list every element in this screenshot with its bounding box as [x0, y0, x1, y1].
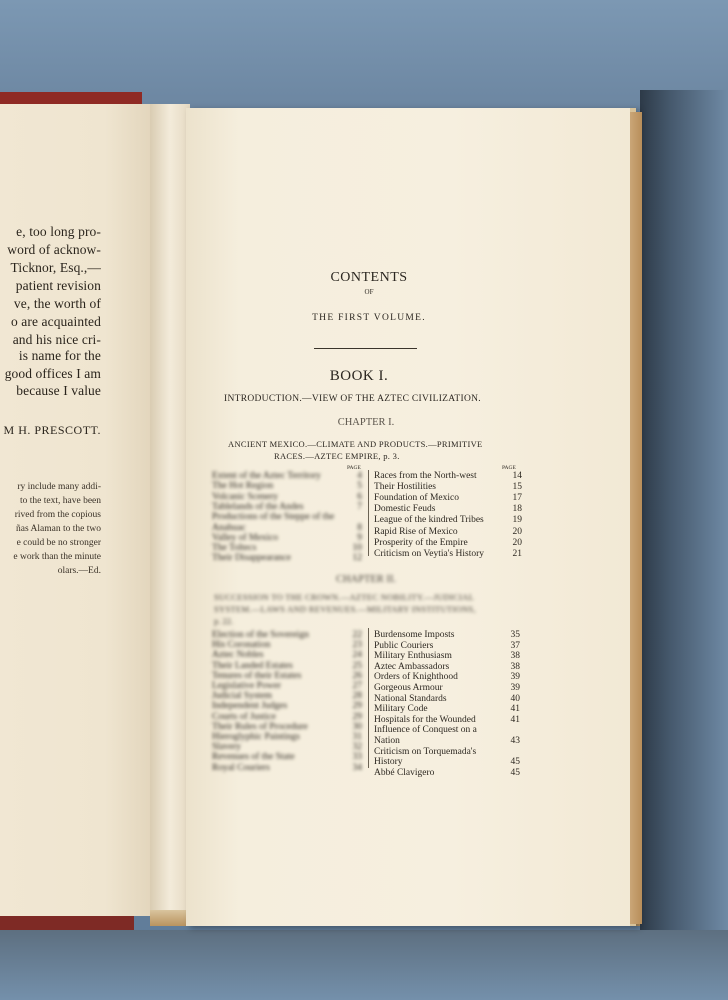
toc-entry-title: Orders of Knighthood: [374, 672, 458, 683]
toc-entry-page: 34: [352, 762, 362, 773]
toc-entry-title: Public Couriers: [374, 640, 434, 651]
toc-entry-title: Criticism on Veytia's History: [374, 548, 484, 559]
toc-entry-page: 20: [512, 526, 522, 537]
toc-entry-title: Slavery: [212, 742, 242, 753]
toc-entry-page: 39: [510, 683, 520, 693]
background-shadow: [640, 90, 728, 1000]
footnote-line: ry include many addi-: [17, 482, 101, 492]
toc-entry: [212, 701, 362, 711]
column-divider: [368, 628, 369, 768]
toc-entry-page: 23: [352, 640, 362, 651]
toc-entry-page: 25: [352, 660, 362, 671]
toc-entry-page: 9: [357, 532, 362, 543]
toc-entry: [374, 630, 520, 640]
toc-entry-title: Their Hostilities: [374, 482, 437, 493]
background-bottom: [0, 930, 728, 1000]
toc-entry: [212, 492, 362, 502]
chapter-2-desc: p. 22.: [214, 616, 234, 626]
toc-entry-title: Legislative Power: [212, 681, 281, 691]
left-page-line: e, too long pro-: [16, 224, 101, 239]
toc-entry: [212, 543, 362, 553]
left-page-line: ve, the worth of: [13, 296, 101, 311]
toc-entry-title: Independent Judges: [212, 701, 288, 712]
toc-entry-page: 6: [357, 491, 362, 502]
toc-entry-title: Aztec Ambassadors: [374, 661, 450, 672]
toc-entry: [212, 523, 362, 533]
toc-entry-page: 26: [352, 670, 362, 681]
toc-entry-title: The Toltecs: [212, 543, 257, 554]
toc-entry-page: 30: [352, 721, 362, 732]
contents-subtitle: THE FIRST VOLUME.: [312, 313, 426, 323]
contents-title: CONTENTS: [330, 270, 408, 285]
toc-entry-title: Hieroglyphic Paintings: [212, 732, 300, 742]
left-page-line: o are acquainted: [10, 314, 101, 329]
toc-entry-title: Criticism on Torquemada's: [374, 746, 477, 757]
toc-entry: [374, 694, 520, 704]
left-page-line: because I value: [16, 383, 101, 398]
left-page-line: good offices I am: [4, 366, 101, 381]
footnote-line: to the text, have been: [20, 496, 101, 506]
toc-entry-title: Nation: [374, 736, 400, 746]
toc-entry-title: National Standards: [374, 693, 447, 704]
toc-entry-page: 29: [352, 701, 362, 712]
toc-entry-title: Abbé Clavigero: [374, 767, 435, 778]
toc-entry: [374, 704, 520, 714]
left-page-line: patient revision: [15, 278, 101, 293]
author-signature: M H. PRESCOTT.: [3, 423, 101, 437]
toc-entry-title: Extent of the Aztec Territory: [212, 471, 321, 481]
toc-entry-title: Their Landed Estates: [212, 660, 293, 671]
toc-entry: [374, 641, 520, 651]
toc-entry-title: Courts of Justice: [212, 711, 276, 722]
toc-entry: [212, 712, 362, 722]
toc-entry-title: League of the kindred Tribes: [374, 515, 484, 526]
title-rule: [314, 348, 417, 349]
toc-entry-page: 24: [352, 650, 362, 661]
toc-entry-page: 38: [510, 651, 520, 662]
toc-entry-page: 32: [352, 742, 362, 753]
toc-entry-page: 21: [512, 548, 522, 559]
toc-entry: [374, 538, 522, 548]
toc-entry-page: 20: [512, 537, 522, 548]
toc-entry-title: His Coronation: [212, 640, 271, 651]
toc-entry-page: 31: [352, 732, 362, 742]
toc-entry: [374, 662, 520, 672]
toc-entry-page: 35: [510, 630, 520, 640]
left-page: [0, 104, 150, 916]
page-fore-edge: [630, 112, 642, 924]
toc-entry-page: 10: [352, 543, 362, 554]
left-page-line: word of acknow-: [7, 242, 101, 257]
page-column-header: PAGE: [347, 465, 361, 471]
toc-entry-page: 5: [357, 481, 362, 492]
chapter-1-heading: CHAPTER I.: [337, 417, 395, 428]
left-page-line: and his nice cri-: [12, 332, 101, 347]
chapter-2-heading: CHAPTER II.: [335, 574, 397, 585]
toc-entry: [212, 661, 362, 671]
toc-entry: [374, 725, 520, 735]
book-heading: BOOK I.: [329, 368, 389, 384]
toc-entry: [374, 527, 522, 537]
toc-entry: [212, 471, 362, 481]
toc-entry-page: 29: [352, 711, 362, 722]
chapter-2-desc: SYSTEM.—LAWS AND REVENUES.—MILITARY INSTITUTIONS,: [214, 604, 476, 614]
footnote-line: e work than the minute: [13, 552, 101, 562]
toc-entry-page: 45: [510, 767, 520, 778]
toc-entry-page: 8: [357, 522, 362, 533]
toc-entry-page: 37: [510, 640, 520, 651]
toc-entry-title: Royal Couriers: [212, 762, 270, 773]
chapter-2-desc: SUCCESSION TO THE CROWN.—AZTEC NOBILITY.—JUDICIAL: [214, 592, 475, 602]
toc-entry-title: Gorgeous Armour: [374, 683, 443, 693]
toc-entry: [212, 640, 362, 650]
toc-entry-title: Revenues of the State: [212, 752, 295, 763]
toc-entry-title: Productions of the Steppe of the: [212, 512, 335, 523]
toc-entry-title: Military Code: [374, 704, 428, 715]
book-subtitle: INTRODUCTION.—VIEW OF THE AZTEC CIVILIZATION.: [224, 394, 481, 404]
toc-entry-page: 7: [357, 501, 362, 512]
chapter-1-desc: ANCIENT MEXICO.—CLIMATE AND PRODUCTS.—PRIMITIVE: [228, 439, 483, 449]
footnote-line: olars.—Ed.: [57, 566, 101, 576]
toc-entry: [212, 533, 362, 543]
toc-entry: [374, 482, 522, 492]
toc-entry-title: Rapid Rise of Mexico: [374, 526, 458, 537]
toc-entry-page: 22: [352, 630, 362, 640]
toc-entry-page: 41: [510, 714, 520, 725]
toc-entry-page: 27: [352, 681, 362, 691]
toc-entry-page: 41: [510, 704, 520, 715]
toc-entry-page: 39: [510, 672, 520, 683]
toc-entry: [212, 752, 362, 762]
contents-of: OF: [364, 288, 374, 296]
toc-entry-page: 14: [512, 471, 522, 481]
toc-entry: [374, 747, 520, 757]
toc-entry: [212, 512, 362, 522]
toc-entry-title: Volcanic Scenery: [212, 491, 279, 502]
toc-entry-title: Races from the North-west: [374, 471, 477, 481]
toc-entry: [212, 763, 362, 773]
footnote-line: ñas Alaman to the two: [16, 524, 101, 534]
toc-entry-page: 4: [357, 471, 362, 481]
toc-entry-title: Prosperity of the Empire: [374, 537, 468, 548]
toc-entry-title: Tablelands of the Andes: [212, 501, 304, 512]
toc-entry: [374, 504, 522, 514]
toc-entry: [212, 732, 362, 742]
toc-entry-title: Aztec Nobles: [212, 650, 264, 661]
toc-entry-title: Burdensome Imposts: [374, 630, 455, 640]
toc-entry-title: Their Rules of Procedure: [212, 721, 308, 732]
toc-entry-title: Election of the Sovereign: [212, 630, 309, 640]
footnote-line: rived from the copious: [14, 510, 101, 520]
toc-entry: [374, 549, 522, 559]
toc-entry-title: The Hot Region: [212, 481, 274, 492]
toc-entry-page: 38: [510, 661, 520, 672]
toc-entry-page: 33: [352, 752, 362, 763]
toc-entry-title: Hospitals for the Wounded: [374, 714, 476, 725]
toc-entry-title: Judicial System: [212, 691, 272, 702]
toc-entry: [374, 672, 520, 682]
toc-entry-title: Military Enthusiasm: [374, 651, 452, 662]
page-column-header: PAGE: [502, 465, 516, 471]
book-gutter: [150, 104, 190, 916]
toc-entry-title: Foundation of Mexico: [374, 493, 459, 504]
right-page: [186, 108, 636, 926]
book-cover-bottom-edge: [0, 916, 134, 930]
toc-entry-title: Domestic Feuds: [374, 504, 436, 515]
toc-entry-page: 12: [352, 553, 362, 564]
toc-entry-title: Their Disappearance: [212, 553, 291, 564]
toc-entry: [374, 715, 520, 725]
column-divider: [368, 470, 369, 556]
toc-entry: [212, 681, 362, 691]
toc-entry: [212, 722, 362, 732]
toc-entry-page: 17: [512, 493, 522, 504]
toc-entry: [212, 481, 362, 491]
toc-entry: [374, 768, 520, 778]
toc-entry-title: Anahuac: [212, 522, 246, 533]
toc-entry: [374, 515, 522, 525]
toc-entry-title: Valley of Mexico: [212, 532, 278, 543]
toc-entry: [374, 736, 520, 746]
toc-entry: [374, 757, 520, 767]
toc-entry-title: History: [374, 757, 403, 768]
toc-entry: [212, 691, 362, 701]
toc-entry-page: 18: [512, 504, 522, 515]
toc-entry-page: 43: [510, 736, 520, 746]
footnote-line: e could be no stronger: [16, 538, 101, 548]
toc-entry: [374, 651, 520, 661]
toc-entry-title: Influence of Conquest on a: [374, 725, 477, 736]
toc-entry-page: 45: [510, 757, 520, 768]
toc-entry: [212, 650, 362, 660]
toc-entry: [212, 671, 362, 681]
toc-entry: [212, 630, 362, 640]
toc-entry-page: 40: [510, 693, 520, 704]
left-page-line: is name for the: [18, 348, 101, 363]
left-page-line: Ticknor, Esq.,—: [10, 260, 101, 275]
toc-entry-page: 15: [512, 482, 522, 493]
chapter-1-desc: RACES.—AZTEC EMPIRE, p. 3.: [274, 451, 400, 461]
toc-entry: [374, 493, 522, 503]
toc-entry: [212, 502, 362, 512]
toc-entry: [212, 742, 362, 752]
toc-entry: [212, 553, 362, 563]
toc-entry: [374, 471, 522, 481]
toc-entry-page: 28: [352, 691, 362, 702]
toc-entry-page: 19: [512, 515, 522, 526]
toc-entry: [374, 683, 520, 693]
toc-entry-title: Tenures of their Estates: [212, 670, 302, 681]
